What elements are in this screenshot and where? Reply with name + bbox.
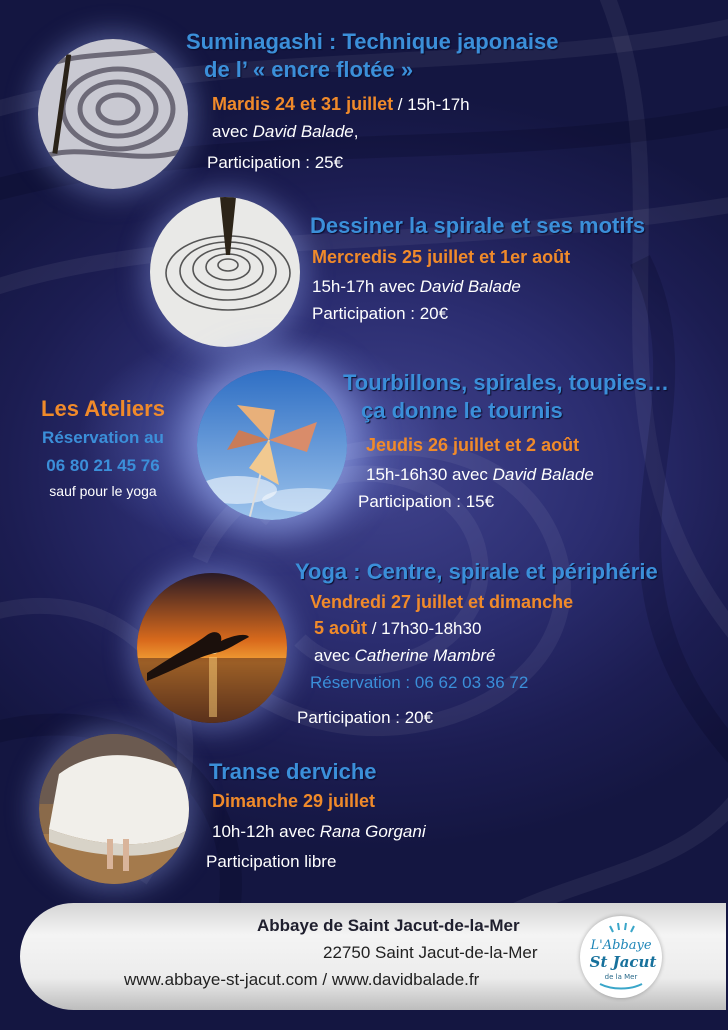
pencil-spiral-photo (150, 197, 300, 347)
ateliers-info (8, 394, 198, 502)
yoga-reservation: Réservation : 06 62 03 36 72 (310, 673, 529, 692)
workshop-title: Tourbillons, spirales, toupies… (343, 370, 669, 395)
workshop-date: Vendredi 27 juillet et dimanche (310, 592, 574, 612)
ink-marbling-photo (38, 39, 188, 189)
abbaye-logo (580, 916, 662, 998)
workshop-date: Mercredis 25 juillet et 1er août (312, 247, 571, 267)
workshop-price: Participation : 25€ (207, 153, 344, 172)
ateliers-heading: Les Ateliers (41, 396, 165, 421)
workshop-host: David Balade (252, 122, 354, 141)
logo-text-line3: de la Mer (604, 973, 638, 981)
venue-address: 22750 Saint Jacut-de-la-Mer (323, 943, 538, 962)
workshop-date: Mardis 24 et 31 juillet (212, 94, 394, 114)
websites-link[interactable]: www.abbaye-st-jacut.com / www.davidbalade.fr (124, 970, 480, 989)
sunset-hand-photo (137, 573, 287, 723)
workshop-suminagashi (186, 28, 558, 84)
workshop-price: Participation : 15€ (358, 492, 495, 511)
workshop-date: Dimanche 29 juillet (212, 791, 376, 811)
venue-name: Abbaye de Saint Jacut-de-la-Mer (257, 916, 520, 935)
workshop-price: Participation libre (206, 852, 337, 871)
pinwheel-photo (197, 370, 347, 520)
workshop-host: Rana Gorgani (319, 822, 426, 841)
workshop-title: Dessiner la spirale et ses motifs (310, 213, 646, 238)
workshop-host: David Balade (492, 465, 594, 484)
workshop-time: / 15h-17h (393, 95, 470, 114)
workshop-price: Participation : 20€ (297, 708, 434, 727)
reservation-phone: 06 80 21 45 76 (46, 456, 160, 475)
logo-text-line1: L'Abbaye (590, 938, 652, 953)
workshop-host: David Balade (419, 277, 521, 296)
workshop-title-line2: ça donne le tournis (361, 398, 563, 423)
workshop-time: / 17h30-18h30 (367, 619, 482, 638)
reservation-note: sauf pour le yoga (49, 483, 157, 499)
workshop-title-line2: de l’ « encre flotée » (204, 57, 414, 82)
workshop-date: Jeudis 26 juillet et 2 août (366, 435, 580, 455)
workshop-date-line2: 5 août (314, 618, 368, 638)
workshop-price: Participation : 20€ (312, 304, 449, 323)
whirling-dancer-photo (39, 734, 189, 884)
reservation-label: Réservation au (42, 428, 164, 447)
logo-text-line2: St Jacut (589, 953, 657, 971)
workshop-host: Catherine Mambré (354, 646, 496, 665)
workshop-title: Suminagashi : Technique japonaise (186, 29, 559, 54)
workshop-title: Yoga : Centre, spirale et périphérie (295, 559, 658, 584)
workshop-title: Transe derviche (209, 759, 377, 784)
